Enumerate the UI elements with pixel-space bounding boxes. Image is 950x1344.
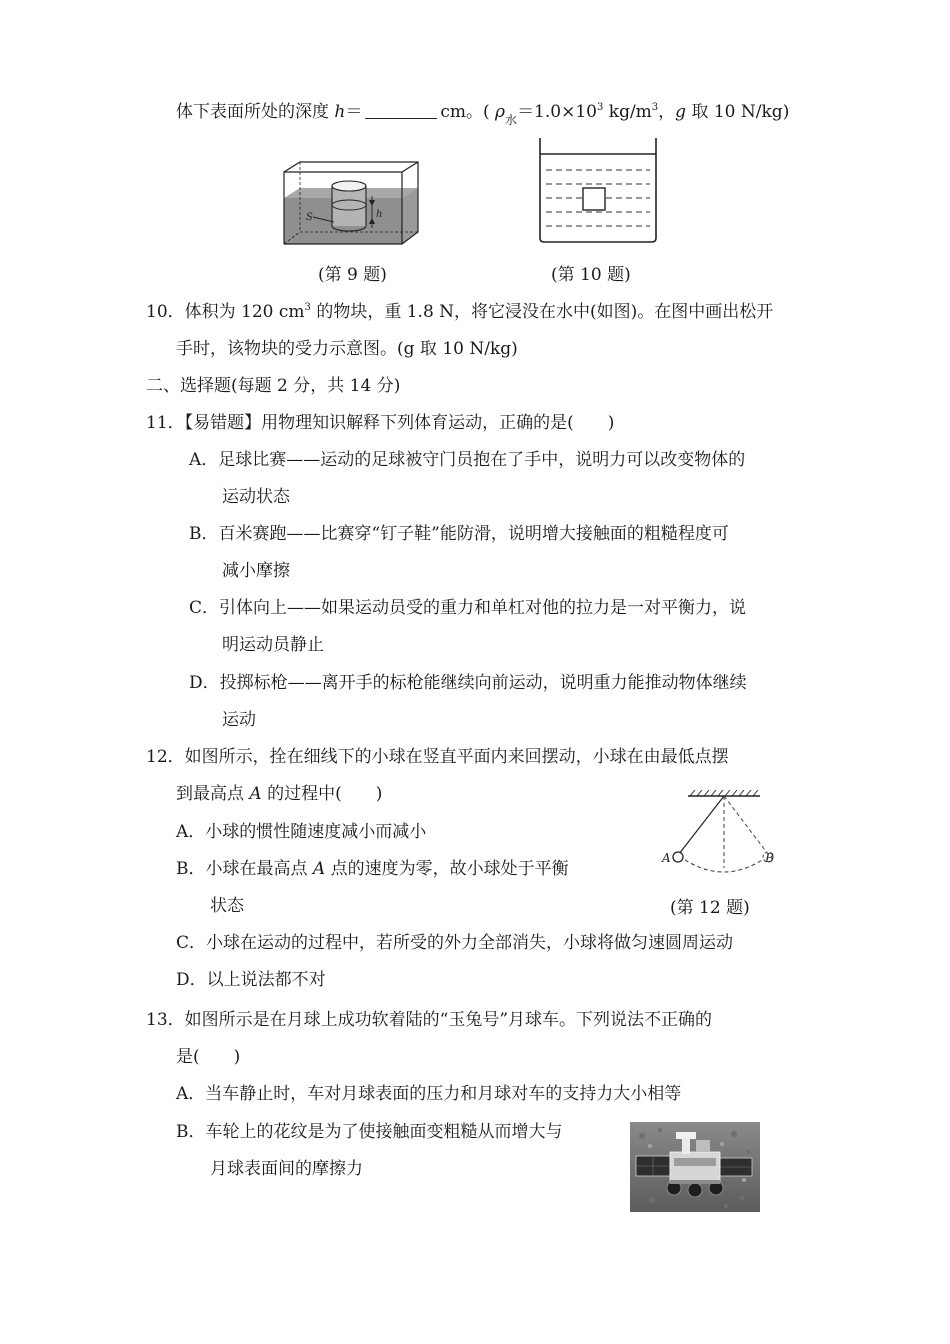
- q11-option-a[interactable]: A．足球比赛——运动的足球被守门员抱在了手中，说明力可以改变物体的: [189, 450, 746, 470]
- q9-answer-blank[interactable]: [365, 102, 437, 119]
- q10-line1: [146, 300, 773, 324]
- submerged-block: [583, 188, 605, 210]
- q13-option-b[interactable]: B．车轮上的花纹是为了使接触面变粗糙从而增大与: [176, 1122, 563, 1142]
- q12-fig-label-b: B: [765, 851, 774, 865]
- q12-option-c[interactable]: C．小球在运动的过程中，若所受的外力全部消失，小球将做匀速圆周运动: [176, 933, 734, 953]
- q9-rho: ρ: [495, 102, 506, 122]
- q12-text: 如图所示，拴在细线下的小球在竖直平面内来回摆动，小球在由最低点摆: [184, 747, 729, 767]
- q11-option-b-cont: 减小摩擦: [222, 561, 290, 581]
- q10-beaker-figure: [536, 138, 660, 246]
- q10-text-b: 的物块，重 1.8 N，将它浸没在水中(如图)。在图中画出松开: [310, 302, 774, 322]
- q13-line1: [146, 1008, 712, 1032]
- q12-text-a: 到最高点: [176, 784, 244, 804]
- q11-option-d-cont: 运动: [222, 710, 256, 730]
- q11-option-b[interactable]: B．百米赛跑——比赛穿“钉子鞋”能防滑，说明增大接触面的粗糙程度可: [189, 524, 729, 544]
- q12-number: 12．: [146, 747, 185, 767]
- q11-option-c[interactable]: C．引体向上——如果运动员受的重力和单杠对他的拉力是一对平衡力，说: [189, 598, 747, 618]
- q11-option-d[interactable]: D．投掷标枪——离开手的标枪能继续向前运动，说明重力能推动物体继续: [189, 673, 747, 693]
- q13-option-a[interactable]: A．当车静止时，车对月球表面的压力和月球对车的支持力大小相等: [176, 1084, 682, 1104]
- cylinder: [332, 186, 366, 226]
- q12-optb-text-a: B．小球在最高点: [176, 859, 308, 879]
- q12-option-d[interactable]: D．以上说法都不对: [176, 970, 326, 990]
- q12-caption: (第 12 题): [670, 898, 750, 918]
- q9-density-exp: 3: [596, 102, 604, 113]
- q12-option-a[interactable]: A．小球的惯性随速度减小而减小: [176, 822, 427, 842]
- q9-eq: ＝: [345, 102, 363, 122]
- q9-density: ＝1.0×10: [517, 102, 597, 122]
- q13-text: 如图所示是在月球上成功软着陆的“玉兔号”月球车。下列说法不正确的: [184, 1010, 713, 1030]
- q13-option-b-cont: 月球表面间的摩擦力: [210, 1159, 363, 1179]
- q9-rho-sub: 水: [505, 113, 518, 127]
- q12-pendulum-figure: [656, 790, 776, 882]
- q13-number: 13．: [146, 1010, 185, 1030]
- q9-fig-label-s: S: [306, 212, 313, 223]
- q12-optb-point-a: A: [312, 859, 326, 879]
- q12-option-b-cont: 状态: [210, 896, 244, 916]
- q9-g: g: [675, 102, 687, 122]
- q9-tank-figure: [282, 160, 422, 246]
- q12-point-a: A: [249, 784, 262, 804]
- q9-density-unit: kg/m: [603, 102, 652, 122]
- q10-line2: 手时，该物块的受力示意图。(g 取 10 N/kg): [176, 339, 518, 359]
- q9-line: [176, 100, 789, 132]
- q9-density-unit-exp: 3: [651, 102, 659, 113]
- q9-g-text: 取 10 N/kg): [686, 102, 790, 122]
- q10-number: 10．: [146, 302, 185, 322]
- q9-fig-label-h: h: [376, 209, 383, 220]
- q12-text-b: 的过程中( ): [261, 784, 383, 804]
- q11-stem: [146, 411, 614, 435]
- q11-text: 【易错题】用物理知识解释下列体育运动，正确的是( ): [184, 413, 615, 433]
- q9-unit: cm。(: [440, 102, 490, 122]
- q13-lunar-rover-photo: [630, 1122, 760, 1212]
- rover-body: [670, 1152, 720, 1182]
- q13-line2: 是( ): [176, 1047, 241, 1067]
- q9-comma: ，: [658, 102, 676, 122]
- q10-exp: 3: [304, 302, 311, 313]
- ball-a: [673, 852, 683, 862]
- q9-text: 体下表面所处的深度: [176, 102, 329, 122]
- q12-line1: [146, 745, 729, 769]
- q9-caption: (第 9 题): [318, 265, 387, 285]
- q11-option-c-cont: 明运动员静止: [222, 635, 324, 655]
- q10-text-a: 体积为 120 cm: [184, 302, 305, 322]
- q9-var-h: h: [334, 102, 346, 122]
- q12-fig-label-a: A: [662, 851, 671, 865]
- q11-option-a-cont: 运动状态: [222, 487, 290, 507]
- q12-line2: [176, 782, 382, 806]
- q12-optb-text-b: 点的速度为零，故小球处于平衡: [325, 859, 569, 879]
- section2-heading: 二、选择题(每题 2 分，共 14 分): [146, 376, 401, 396]
- q10-caption: (第 10 题): [551, 265, 631, 285]
- q12-option-b[interactable]: [176, 857, 569, 881]
- q11-number: 11．: [146, 413, 185, 433]
